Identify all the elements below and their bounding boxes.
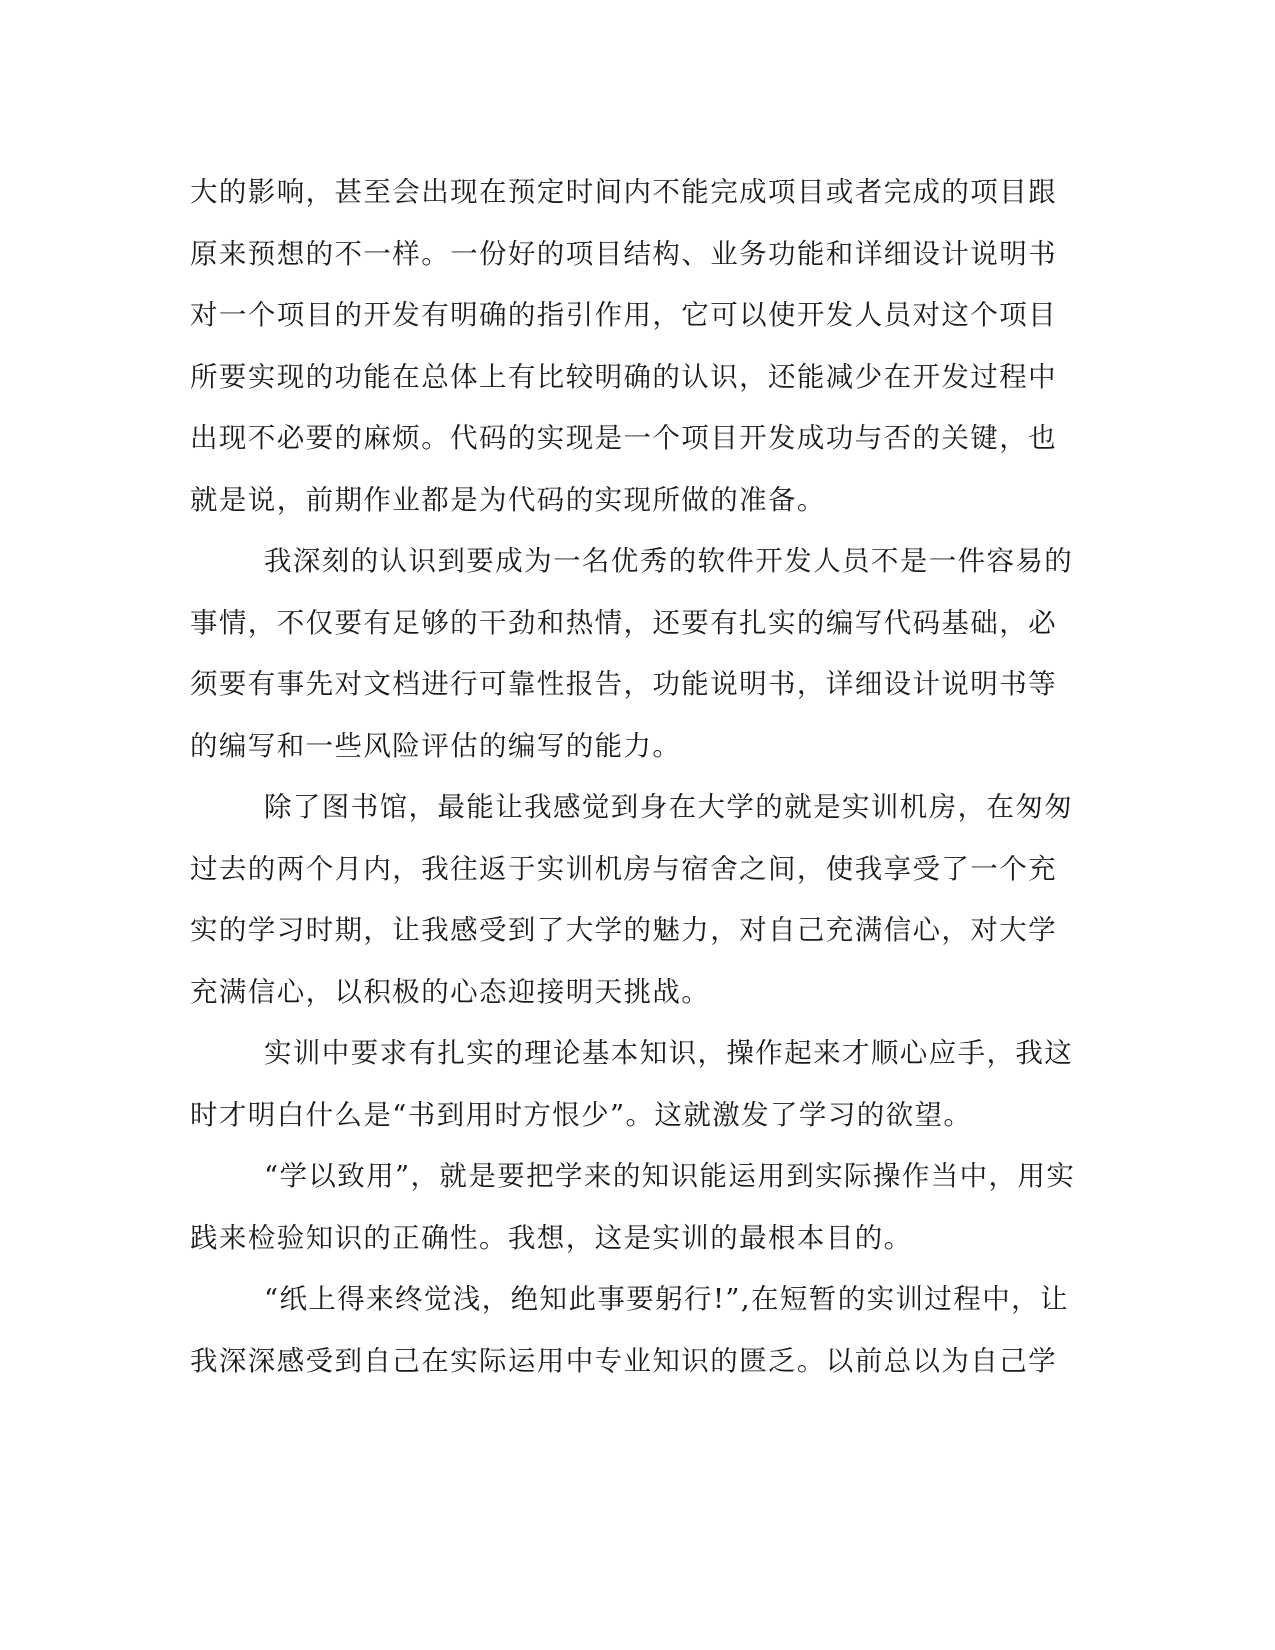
text-line: 除了图书馆，最能让我感觉到身在大学的就是实训机房，在匆匆: [264, 791, 1074, 823]
text-line: 就是说，前期作业都是为代码的实现所做的准备。: [190, 483, 826, 516]
text-line: “学以致用”，就是要把学来的知识能运用到实际操作当中，用实: [264, 1160, 1076, 1192]
text-line: 充满信心，以积极的心态迎接明天挑战。: [190, 975, 711, 1008]
text-line: 我深深感受到自己在实际运用中专业知识的匮乏。以前总以为自己学: [190, 1344, 1057, 1377]
text-line: 原来预想的不一样。一份好的项目结构、业务功能和详细设计说明书: [190, 237, 1057, 270]
text-line: 大的影响，甚至会出现在预定时间内不能完成项目或者完成的项目跟: [190, 176, 1057, 208]
text-line: 实训中要求有扎实的理论基本知识，操作起来才顺心应手，我这: [264, 1037, 1074, 1069]
text-line: 实的学习时期，让我感受到了大学的魅力，对自己充满信心，对大学: [190, 914, 1057, 946]
text-line: “纸上得来终觉浅，绝知此事要躬行!”,在短暂的实训过程中，让: [264, 1283, 1069, 1315]
text-line: 过去的两个月内，我往返于实训机房与宿舍之间，使我享受了一个充: [190, 852, 1057, 885]
text-line: 事情，不仅要有足够的干劲和热情，还要有扎实的编写代码基础，必: [190, 606, 1057, 639]
text-line: 时才明白什么是“书到用时方恨少”。这就激发了学习的欲望。: [190, 1098, 973, 1131]
text-line: 我深刻的认识到要成为一名优秀的软件开发人员不是一件容易的: [264, 545, 1074, 577]
text-line: 出现不必要的麻烦。代码的实现是一个项目开发成功与否的关键，也: [190, 422, 1057, 454]
text-line: 的编写和一些风险评估的编写的能力。: [190, 729, 682, 762]
document-body: [190, 162, 1080, 1392]
text-line: 对一个项目的开发有明确的指引作用，它可以使开发人员对这个项目: [190, 299, 1057, 331]
text-line: 所要实现的功能在总体上有比较明确的认识，还能减少在开发过程中: [190, 360, 1057, 393]
text-line: 践来检验知识的正确性。我想，这是实训的最根本目的。: [190, 1221, 913, 1254]
text-line: 须要有事先对文档进行可靠性报告，功能说明书，详细设计说明书等: [190, 668, 1057, 700]
